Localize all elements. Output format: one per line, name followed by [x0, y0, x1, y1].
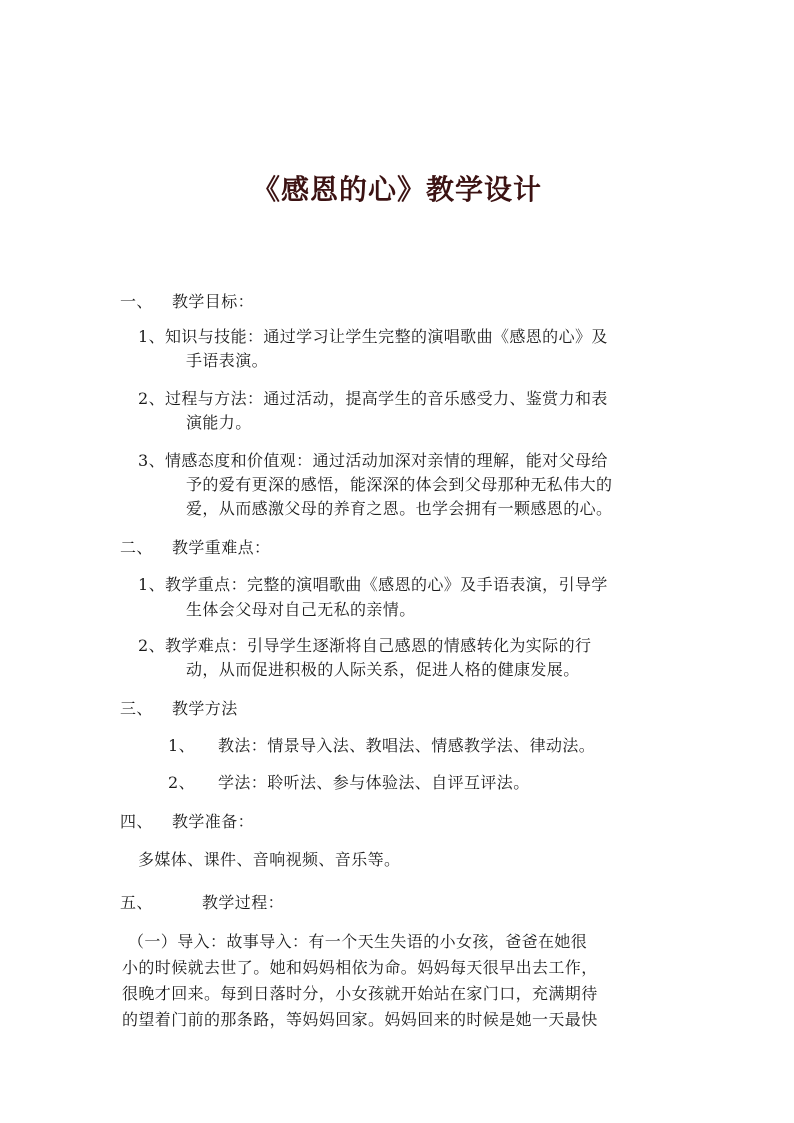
section-number: 四、	[120, 812, 153, 831]
section-number: 三、	[120, 699, 153, 718]
list-item	[138, 575, 608, 595]
list-item	[168, 736, 595, 756]
section-heading	[120, 538, 270, 558]
list-item	[168, 773, 530, 793]
section-heading	[120, 812, 254, 832]
section-number: 二、	[120, 538, 153, 557]
item-text-continued: 予的爱有更深的感悟，能深深的体会到父母那种无私伟大的	[186, 475, 613, 494]
section-body: 多媒体、课件、音响视频、音乐等。	[138, 850, 401, 869]
section-number: 五、	[120, 893, 153, 912]
item-number: 2、	[138, 389, 165, 408]
item-text: 教学难点：引导学生逐渐将自己感恩的情感转化为实际的行	[164, 636, 592, 655]
paragraph-line: （一）导入：故事导入：有一个天生失语的小女孩，爸爸在她很	[128, 932, 588, 951]
item-number: 1、	[138, 327, 165, 346]
item-text: 教法：情景导入法、教唱法、情感教学法、律动法。	[218, 736, 596, 755]
item-text: 学法：聆听法、参与体验法、自评互评法。	[218, 773, 530, 792]
item-number: 2、	[168, 773, 195, 792]
list-item	[138, 451, 608, 471]
item-text: 教学重点：完整的演唱歌曲《感恩的心》及手语表演，引导学	[164, 575, 608, 594]
section-title: 教学目标：	[172, 292, 255, 311]
section-title: 教学过程：	[202, 893, 285, 912]
section-title: 教学准备：	[172, 812, 255, 831]
section-number: 一、	[120, 292, 153, 311]
item-number: 2、	[138, 636, 165, 655]
item-number: 1、	[138, 575, 165, 594]
item-number: 3、	[138, 451, 165, 470]
page-title: 《感恩的心》教学设计	[251, 173, 542, 206]
section-title: 教学重难点：	[172, 538, 271, 557]
paragraph-line: 的望着门前的那条路，等妈妈回家。妈妈回来的时候是她一天最快	[122, 1010, 598, 1029]
list-item	[138, 636, 591, 656]
list-item	[138, 389, 608, 409]
list-item	[138, 327, 608, 347]
item-text-continued: 手语表演。	[186, 351, 269, 370]
section-heading	[120, 893, 284, 913]
item-text: 知识与技能：通过学习让学生完整的演唱歌曲《感恩的心》及	[164, 327, 608, 346]
item-text: 情感态度和价值观：通过活动加深对亲情的理解，能对父母给	[164, 451, 608, 470]
item-text-continued: 爱，从而感激父母的养育之恩。也学会拥有一颗感恩的心。	[186, 499, 613, 518]
item-text-continued: 动，从而促进积极的人际关系，促进人格的健康发展。	[186, 660, 580, 679]
section-heading	[120, 699, 238, 719]
item-text-continued: 生体会父母对自己无私的亲情。	[186, 600, 416, 619]
section-heading	[120, 292, 254, 312]
paragraph-line: 小的时候就去世了。她和妈妈相依为命。妈妈每天很早出去工作，	[122, 958, 598, 977]
section-title: 教学方法	[172, 699, 238, 718]
item-text: 过程与方法：通过活动，提高学生的音乐感受力、鉴赏力和表	[164, 389, 608, 408]
paragraph-line: 很晚才回来。每到日落时分，小女孩就开始站在家门口，充满期待	[122, 984, 598, 1003]
item-number: 1、	[168, 736, 195, 755]
item-text-continued: 演能力。	[186, 413, 252, 432]
